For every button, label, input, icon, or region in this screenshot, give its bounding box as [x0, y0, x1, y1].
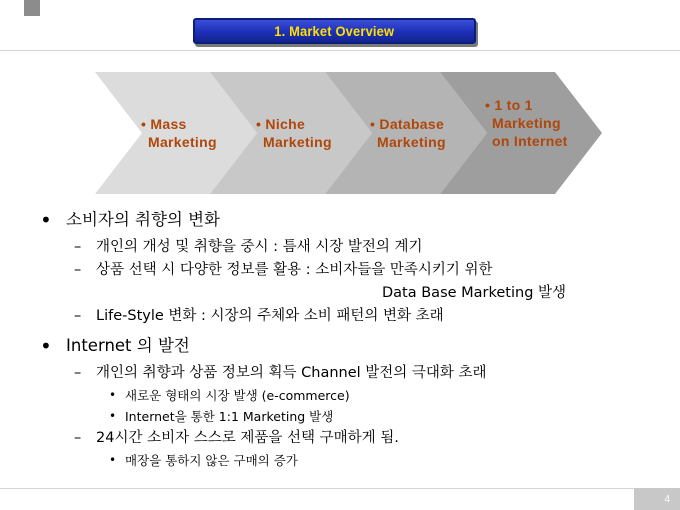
chevron-line2: Marketing [492, 115, 561, 131]
bullet-internet [40, 332, 660, 362]
sub-bullet-text: Life-Style 변화 : 시장의 주체와 소비 패턴의 변화 초래 [96, 308, 444, 324]
sub-sub-bullet-text: 매장을 통하지 않은 구매의 증가 [125, 453, 298, 468]
sub-sub-bullet-text: 새로운 형태의 시장 발생 (e-commerce) [125, 388, 350, 403]
bullet-list [40, 206, 660, 471]
sub-bullet-24h [40, 427, 660, 450]
dash-marker: – [74, 262, 82, 278]
dash-marker: – [74, 308, 82, 324]
chevron-line2: Marketing [263, 134, 332, 150]
sub-sub-bullet-text: Internet을 통한 1:1 Marketing 발생 [125, 409, 334, 424]
corner-mark [24, 0, 40, 16]
chevron-line1: Niche [265, 116, 306, 132]
chevron-line1: Mass [150, 116, 187, 132]
chevron-line1: 1 to 1 [494, 97, 533, 113]
bottom-divider [0, 488, 680, 489]
bullet-dot: • [40, 208, 52, 232]
dash-marker: – [74, 239, 82, 255]
sub-bullet-text: 개인의 개성 및 취향을 중시 : 틈새 시장 발전의 계기 [96, 239, 423, 255]
sub-bullet-individuality [40, 236, 660, 259]
chevron-label-mass [141, 72, 217, 194]
chevron-line3: on Internet [492, 133, 568, 149]
sub-bullet-text: 24시간 소비자 스스로 제품을 선택 구매하게 됨. [96, 430, 399, 446]
process-chevrons [95, 72, 605, 194]
sub-bullet-information-continued: Data Base Marketing 발생 [382, 285, 567, 301]
top-divider [0, 50, 680, 51]
page-number: 4 [664, 493, 670, 505]
page-number-box [634, 488, 680, 510]
chevron-line2: Marketing [377, 134, 446, 150]
bullet-text: 소비자의 취향의 변화 [66, 210, 220, 229]
sub-bullet-information [40, 259, 660, 282]
small-dot-marker: • [109, 453, 117, 467]
sub-bullet-channel [40, 362, 660, 385]
dash-marker: – [74, 430, 82, 446]
sub-sub-bullet-purchase-increase [40, 450, 660, 471]
small-dot-marker: • [109, 409, 117, 423]
bullet-dot: • [40, 334, 52, 358]
sub-sub-bullet-one-to-one [40, 406, 660, 427]
sub-sub-bullet-ecommerce [40, 385, 660, 406]
dash-marker: – [74, 365, 82, 381]
chevron-label-database [370, 72, 446, 194]
sub-bullet-lifestyle [40, 305, 660, 328]
chevron-label-niche [256, 72, 332, 194]
bullet-consumer-taste [40, 206, 660, 236]
chevron-label-one-to-one [485, 62, 568, 184]
chevron-bullet: • [256, 116, 262, 132]
chevron-bullet: • [485, 97, 491, 113]
title-banner [193, 18, 476, 44]
chevron-bullet: • [141, 116, 147, 132]
chevron-line2: Marketing [148, 134, 217, 150]
sub-bullet-text: 상품 선택 시 다양한 정보를 활용 : 소비자들을 만족시키기 위한 [96, 262, 493, 278]
slide-title: 1. Market Overview [274, 23, 395, 39]
chevron-line1: Database [379, 116, 445, 132]
small-dot-marker: • [109, 388, 117, 402]
bullet-text: Internet 의 발전 [66, 336, 190, 355]
chevron-bullet: • [370, 116, 376, 132]
sub-bullet-text: 개인의 취향과 상품 정보의 획득 Channel 발전의 극대화 초래 [96, 365, 487, 381]
